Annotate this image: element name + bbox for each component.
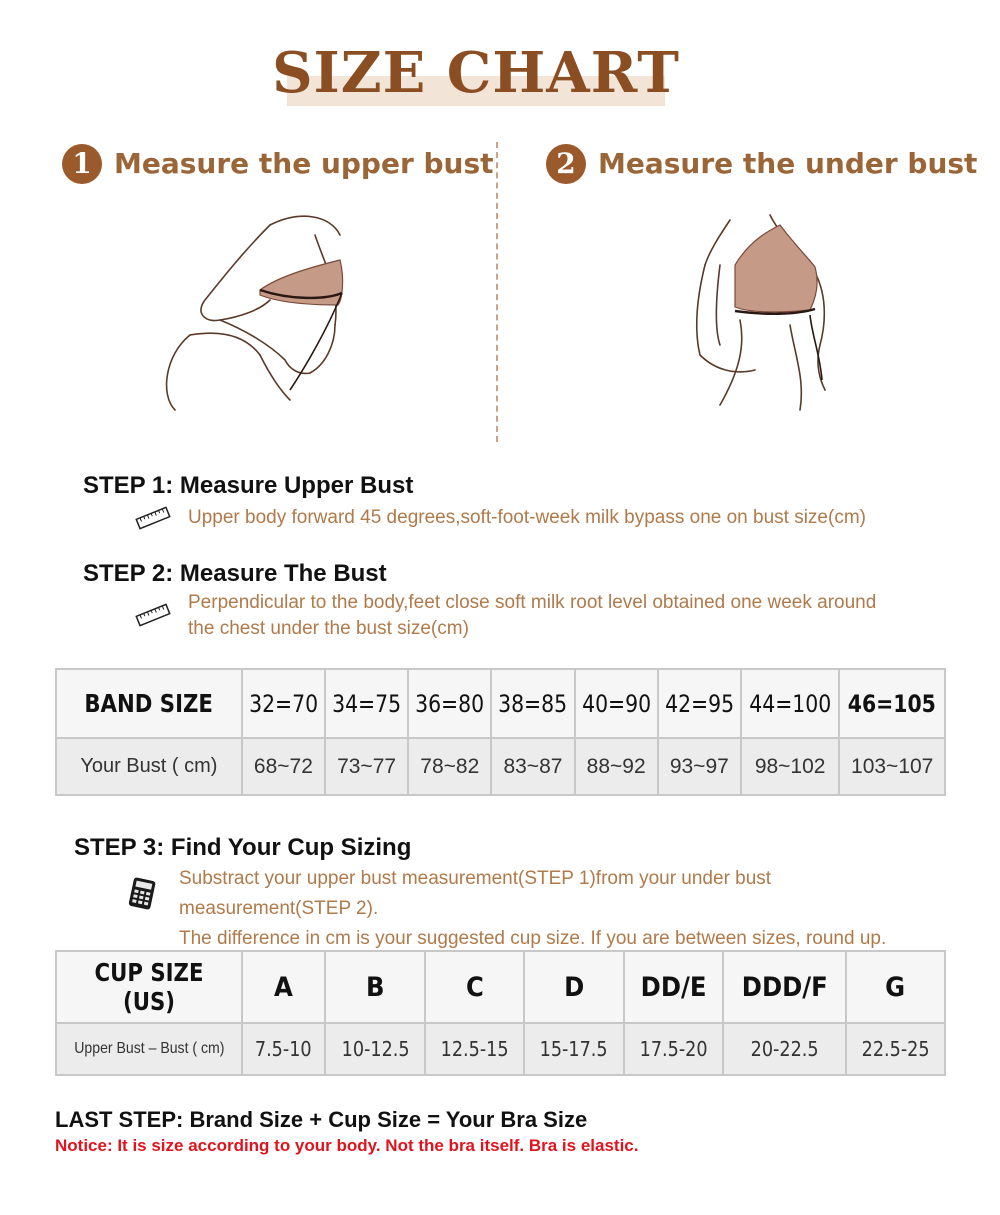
cup-difference-cell: 12.5-15: [440, 1037, 509, 1061]
cup-size-cell: G: [885, 971, 906, 1003]
cup-size-cell: A: [274, 971, 294, 1003]
cup-difference-cell: 7.5-10: [255, 1037, 313, 1061]
band-size-cell: 40=90: [581, 689, 651, 718]
band-size-cell: 36=80: [415, 689, 485, 718]
cup-difference-cell: 15-17.5: [539, 1037, 608, 1061]
measure-upper-bust-heading: Measure the upper bust: [114, 147, 494, 180]
bust-range-cell: 98~102: [754, 754, 826, 778]
cup-size-cell: C: [465, 971, 484, 1003]
ruler-icon: [134, 505, 172, 531]
upper-bust-minus-bust-label: Upper Bust – Bust ( cm): [73, 1040, 225, 1057]
cup-size-cell: DD/E: [640, 971, 707, 1003]
cup-size-cell: D: [563, 971, 585, 1003]
cup-difference-cell: 17.5-20: [639, 1037, 708, 1061]
bust-range-cell: 88~92: [586, 754, 646, 778]
step-number-2: 2: [546, 144, 586, 184]
step2-description: [188, 590, 876, 642]
band-size-cell: 32=70: [248, 689, 318, 718]
bust-range-cell: 78~82: [420, 754, 480, 778]
band-size-cell: 38=85: [498, 689, 568, 718]
step2-title: STEP 2: Measure The Bust: [83, 560, 387, 587]
cup-difference-cell: 20-22.5: [750, 1037, 819, 1061]
step1-description: Upper body forward 45 degrees,soft-foot-week milk bypass one on bust size(cm): [188, 507, 866, 528]
step3-description: [179, 864, 886, 954]
step1-title: STEP 1: Measure Upper Bust: [83, 472, 414, 499]
bust-range-cell: 83~87: [503, 754, 563, 778]
upper-bust-figure-illustration: [150, 205, 370, 415]
step-number-1: 1: [62, 144, 102, 184]
cup-size-cell: B: [365, 971, 385, 1003]
bust-range-cell: 73~77: [337, 754, 397, 778]
last-step-text: LAST STEP: Brand Size + Cup Size = Your Bra Size: [55, 1107, 588, 1132]
calculator-icon: [124, 876, 160, 912]
your-bust-label: Your Bust ( cm): [80, 755, 218, 777]
cup-size-cell: DDD/F: [741, 971, 828, 1003]
step3-description-line1: Substract your upper bust measurement(STEP 1)from your under bust: [179, 868, 772, 889]
bust-range-cell: 68~72: [253, 754, 313, 778]
bust-range-cell: 93~97: [669, 754, 729, 778]
step2-description-line1: Perpendicular to the body,feet close soft milk root level obtained one week around: [188, 592, 877, 613]
band-size-cell: 46=105: [848, 689, 937, 718]
section-divider: [496, 142, 498, 442]
under-bust-figure-illustration: [680, 205, 860, 415]
ruler-icon: [134, 602, 172, 628]
measure-under-bust-heading: Measure the under bust: [598, 147, 978, 180]
band-size-cell: 34=75: [332, 689, 402, 718]
step2-description-line2: the chest under the bust size(cm): [188, 618, 469, 639]
band-size-header: BAND SIZE: [84, 689, 214, 718]
notice-text: Notice: It is size according to your body. Not the bra itself. Bra is elastic.: [55, 1136, 639, 1155]
cup-size-header: CUP SIZE (US): [94, 958, 204, 1016]
page-title: SIZE CHART: [272, 40, 680, 106]
cup-size-table: [55, 950, 946, 1076]
cup-difference-cell: 10-12.5: [341, 1037, 410, 1061]
band-size-cell: 44=100: [749, 689, 832, 718]
bust-range-cell: 103~107: [851, 754, 934, 778]
step3-description-line3: The difference in cm is your suggested cup size. If you are between sizes, round up.: [179, 928, 887, 949]
step3-title: STEP 3: Find Your Cup Sizing: [74, 834, 412, 861]
band-size-table: [55, 668, 946, 796]
band-size-cell: 42=95: [664, 689, 734, 718]
cup-difference-cell: 22.5-25: [861, 1037, 930, 1061]
step3-description-line2: measurement(STEP 2).: [179, 898, 379, 919]
